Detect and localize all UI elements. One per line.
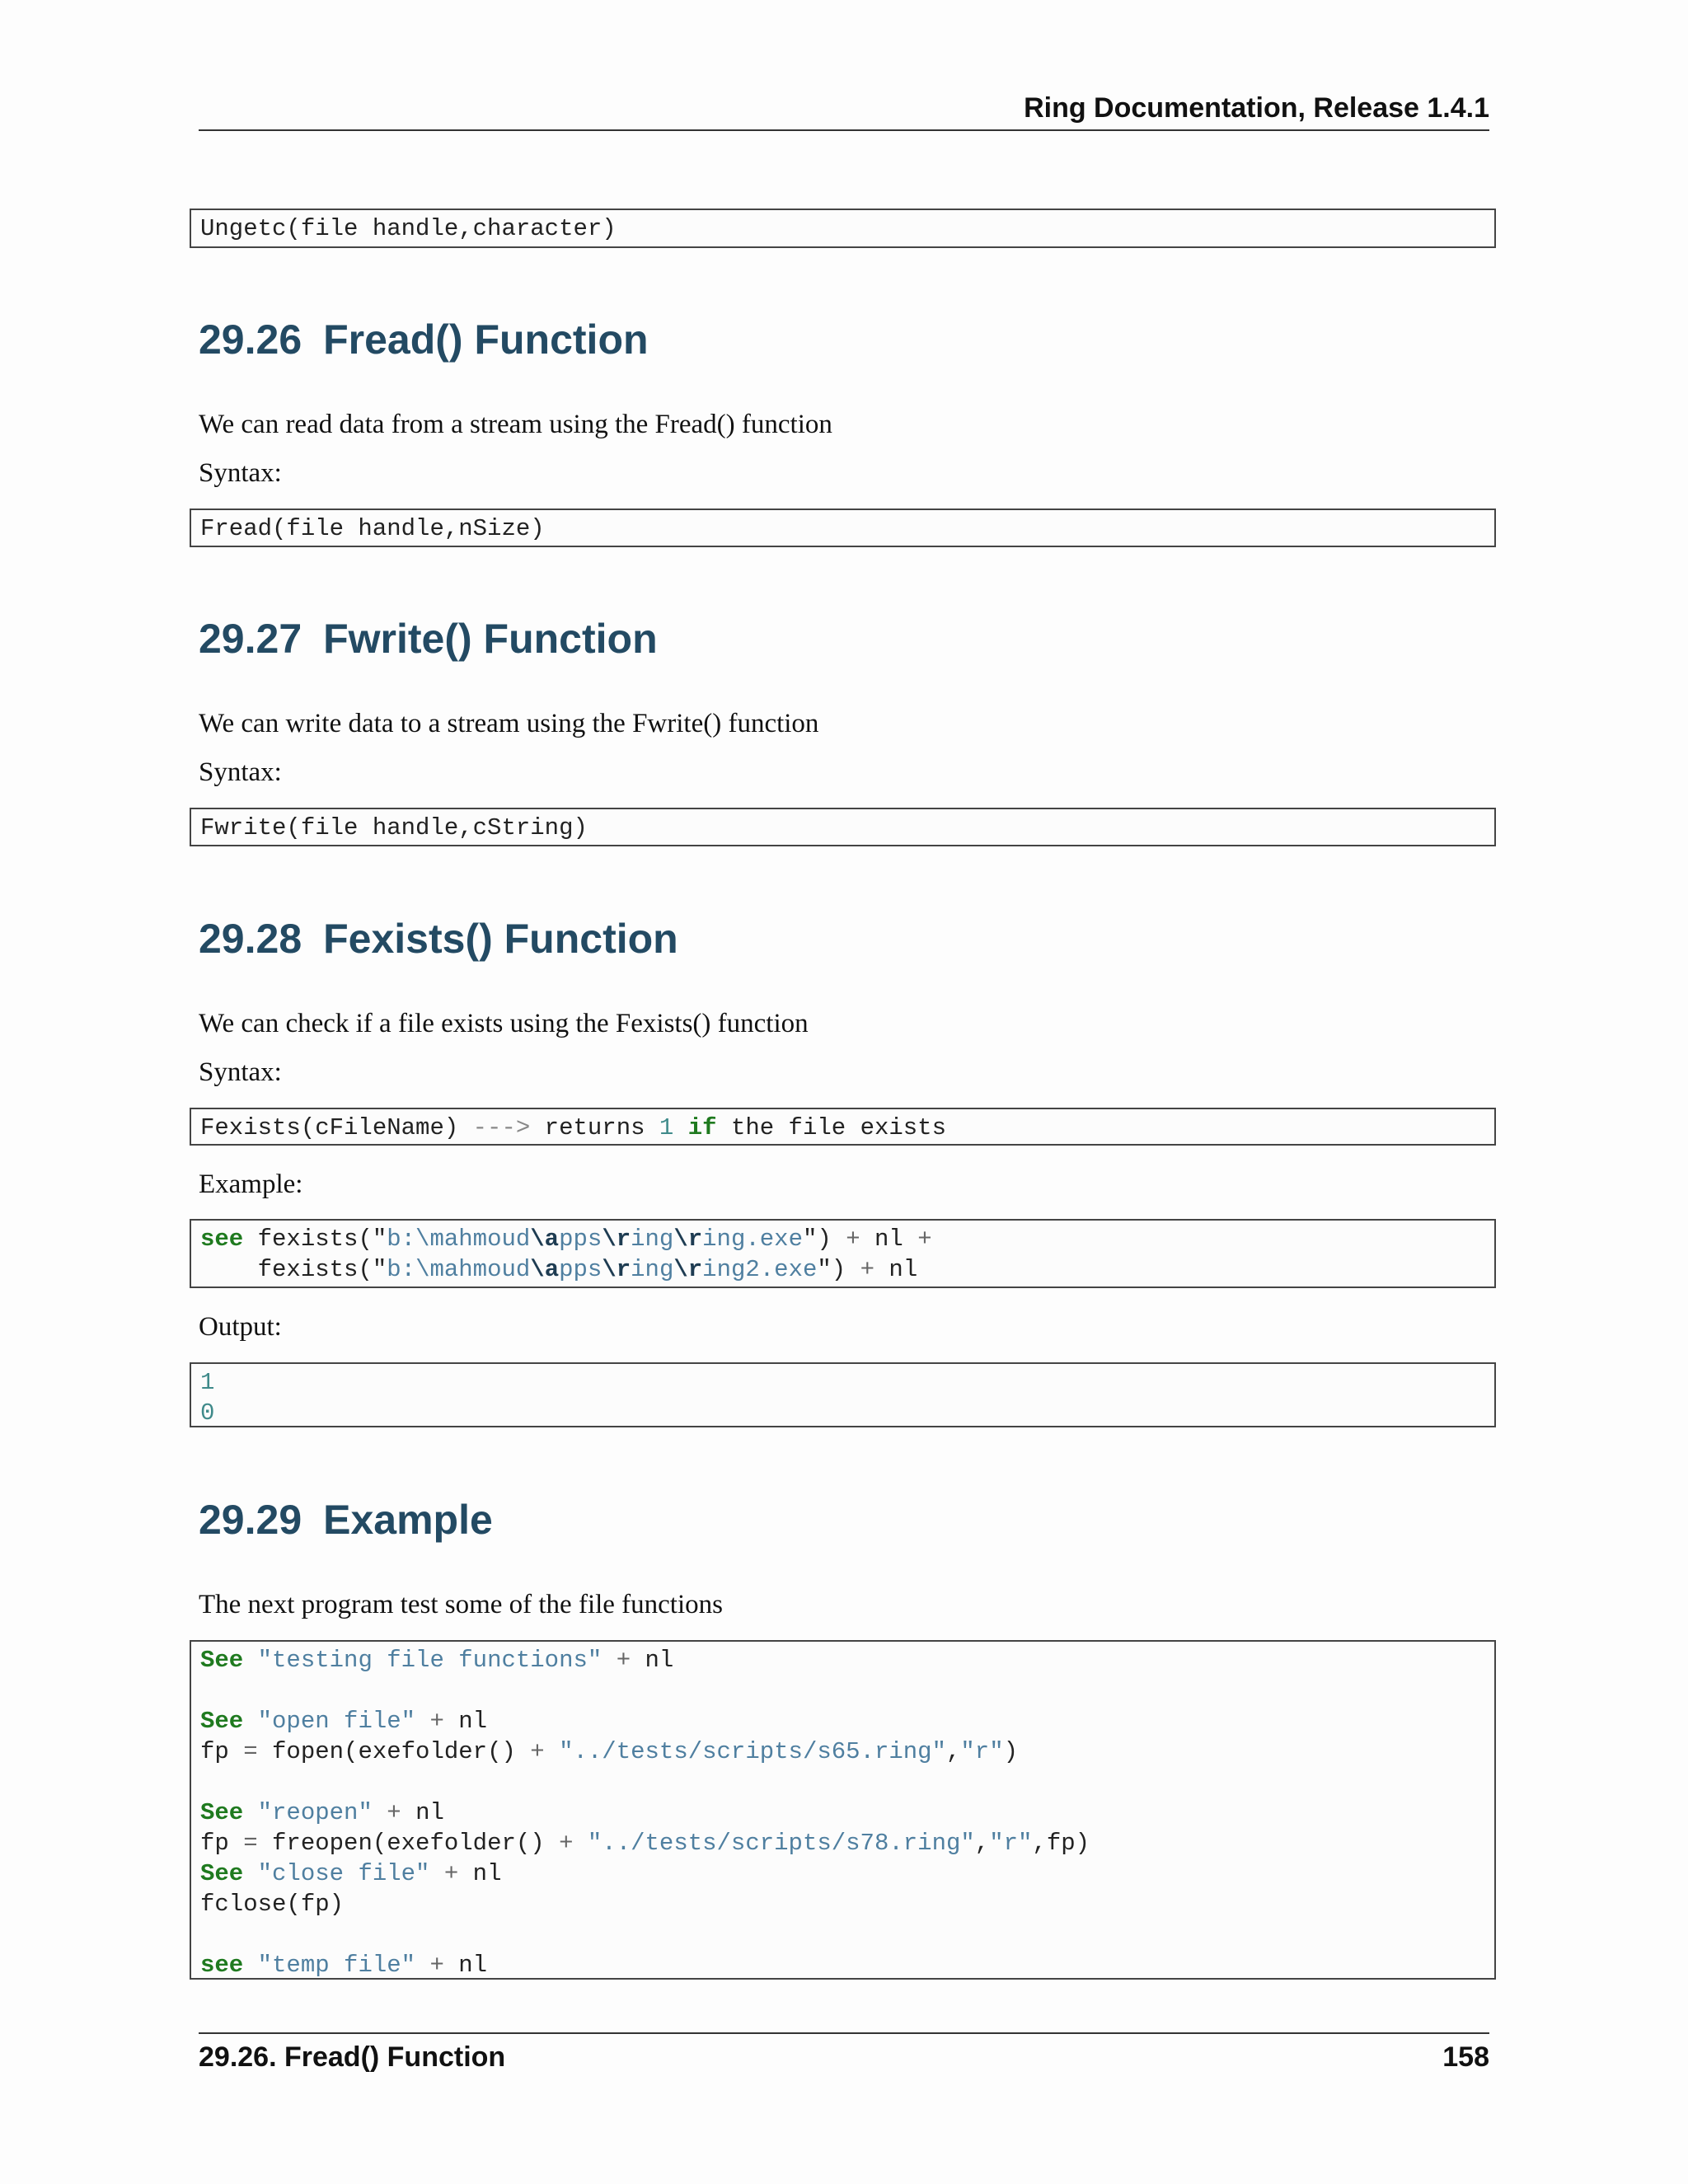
code-string: "r" xyxy=(960,1738,1004,1765)
code-escape: \a xyxy=(530,1226,560,1253)
code-text: ) xyxy=(1003,1738,1019,1765)
section-heading-fwrite xyxy=(199,615,658,663)
code-line: Fwrite(file handle,cString) xyxy=(200,814,588,841)
fwrite-intro: We can write data to a stream using the Fwrite() function xyxy=(199,709,819,738)
code-operator: + xyxy=(387,1799,401,1826)
fread-syntax-label: Syntax: xyxy=(199,458,282,488)
code-line xyxy=(200,1706,1494,1736)
section-title: Fexists() Function xyxy=(323,916,678,962)
code-text: fexists(" xyxy=(243,1226,387,1253)
code-operator: = xyxy=(243,1738,258,1765)
code-line xyxy=(200,1113,1494,1143)
code-text: returns xyxy=(530,1114,659,1141)
code-string: "../tests/scripts/s78.ring" xyxy=(587,1830,975,1857)
fread-syntax-code xyxy=(190,509,1496,547)
code-operator: + xyxy=(443,1860,459,1887)
code-text: nl xyxy=(631,1647,674,1674)
code-keyword: See xyxy=(200,1860,244,1887)
footer-rule xyxy=(199,2032,1489,2034)
code-call: Fexists(cFileName) xyxy=(200,1114,473,1141)
code-text: freopen(exefolder() xyxy=(257,1830,560,1857)
example-intro: The next program test some of the file functions xyxy=(199,1590,723,1619)
footer-section-title: 29.26. Fread() Function xyxy=(199,2041,506,2073)
output-line: 1 xyxy=(200,1369,215,1396)
section-heading-fexists xyxy=(199,915,678,963)
code-line xyxy=(200,1858,1494,1889)
code-text: nl xyxy=(458,1860,502,1887)
code-operator: + xyxy=(429,1952,444,1979)
output-line: 0 xyxy=(200,1399,215,1427)
code-string: ing xyxy=(631,1256,674,1283)
code-keyword: See xyxy=(200,1799,244,1826)
section-number: 29.28 xyxy=(199,916,302,962)
code-escape: \r xyxy=(602,1226,631,1253)
code-escape: \r xyxy=(673,1226,703,1253)
code-string: b:\mahmoud xyxy=(387,1256,531,1283)
code-indent xyxy=(200,1256,258,1283)
code-escape: \r xyxy=(673,1256,703,1283)
code-text: ,fp) xyxy=(1032,1830,1090,1857)
code-string: ing2.exe xyxy=(702,1256,818,1283)
code-operator: + xyxy=(846,1226,860,1253)
code-string: "open file" xyxy=(257,1708,416,1735)
code-string: pps xyxy=(559,1226,603,1253)
code-string: "close file" xyxy=(257,1860,430,1887)
code-text: the file exists xyxy=(716,1114,946,1141)
code-text: ") xyxy=(802,1226,846,1253)
code-text: , xyxy=(974,1830,990,1857)
section-number: 29.26 xyxy=(199,316,302,363)
code-escape: \r xyxy=(602,1256,631,1283)
code-line: Fread(file handle,nSize) xyxy=(200,515,545,542)
code-string: "testing file functions" xyxy=(257,1647,603,1674)
fexists-output-code xyxy=(190,1362,1496,1427)
code-text: nl xyxy=(401,1799,444,1826)
code-string: b:\mahmoud xyxy=(387,1226,531,1253)
fwrite-syntax-code xyxy=(190,808,1496,846)
section-heading-example xyxy=(199,1496,493,1544)
code-text: fp xyxy=(200,1830,244,1857)
page-number: 158 xyxy=(1442,2041,1489,2073)
section-title: Example xyxy=(323,1497,493,1543)
code-keyword: if xyxy=(687,1114,717,1141)
code-line-blank xyxy=(200,1767,1494,1797)
code-text: nl xyxy=(443,1708,488,1735)
code-operator: + xyxy=(616,1647,631,1674)
code-line xyxy=(200,1950,1494,1980)
code-text: , xyxy=(945,1738,961,1765)
file-functions-program-code xyxy=(190,1640,1496,1980)
section-title: Fwrite() Function xyxy=(323,616,658,662)
code-string: "temp file" xyxy=(257,1952,416,1979)
code-operator: + xyxy=(559,1830,574,1857)
code-arrow: ---> xyxy=(472,1114,531,1141)
section-title: Fread() Function xyxy=(323,316,649,363)
code-line-blank xyxy=(200,1919,1494,1950)
code-string: "r" xyxy=(989,1830,1033,1857)
code-line xyxy=(200,1645,1494,1675)
code-text: fp xyxy=(200,1738,244,1765)
code-text: nl xyxy=(874,1256,918,1283)
code-number: 1 xyxy=(659,1114,674,1141)
code-line: fclose(fp) xyxy=(200,1891,345,1918)
fexists-example-label: Example: xyxy=(199,1169,303,1199)
section-number: 29.27 xyxy=(199,616,302,662)
fexists-syntax-code xyxy=(190,1108,1496,1146)
code-keyword: see xyxy=(200,1952,244,1979)
header-rule xyxy=(199,129,1489,131)
code-string: "../tests/scripts/s65.ring" xyxy=(559,1738,946,1765)
code-string: ing.exe xyxy=(702,1226,803,1253)
code-operator: = xyxy=(243,1830,258,1857)
code-operator: + xyxy=(917,1226,932,1253)
code-keyword: See xyxy=(200,1708,244,1735)
fexists-intro: We can check if a file exists using the Fexists() function xyxy=(199,1009,809,1038)
code-string: "reopen" xyxy=(257,1799,373,1826)
code-string: ing xyxy=(631,1226,674,1253)
section-number: 29.29 xyxy=(199,1497,302,1543)
code-text: fexists(" xyxy=(257,1256,387,1283)
code-keyword: See xyxy=(200,1647,244,1674)
fwrite-syntax-label: Syntax: xyxy=(199,757,282,787)
code-line: Ungetc(file handle,character) xyxy=(200,215,617,242)
code-line xyxy=(200,1254,1494,1285)
code-text: nl xyxy=(443,1952,488,1979)
ungetc-syntax-code xyxy=(190,209,1496,248)
code-escape: \a xyxy=(530,1256,560,1283)
code-line-blank xyxy=(200,1675,1494,1706)
code-string: pps xyxy=(559,1256,603,1283)
fexists-example-code xyxy=(190,1219,1496,1288)
code-line xyxy=(200,1828,1494,1858)
code-keyword: see xyxy=(200,1226,244,1253)
code-operator: + xyxy=(860,1256,875,1283)
code-text: nl xyxy=(860,1226,918,1253)
code-line xyxy=(200,1224,1494,1254)
code-operator: + xyxy=(530,1738,545,1765)
code-text: ") xyxy=(817,1256,860,1283)
section-heading-fread xyxy=(199,316,649,363)
fexists-syntax-label: Syntax: xyxy=(199,1057,282,1087)
running-header: Ring Documentation, Release 1.4.1 xyxy=(1024,92,1489,124)
code-text: fopen(exefolder() xyxy=(257,1738,531,1765)
fread-intro: We can read data from a stream using the Fread() function xyxy=(199,410,832,439)
code-line xyxy=(200,1797,1494,1828)
code-line xyxy=(200,1736,1494,1767)
code-operator: + xyxy=(429,1708,444,1735)
fexists-output-label: Output: xyxy=(199,1312,282,1342)
